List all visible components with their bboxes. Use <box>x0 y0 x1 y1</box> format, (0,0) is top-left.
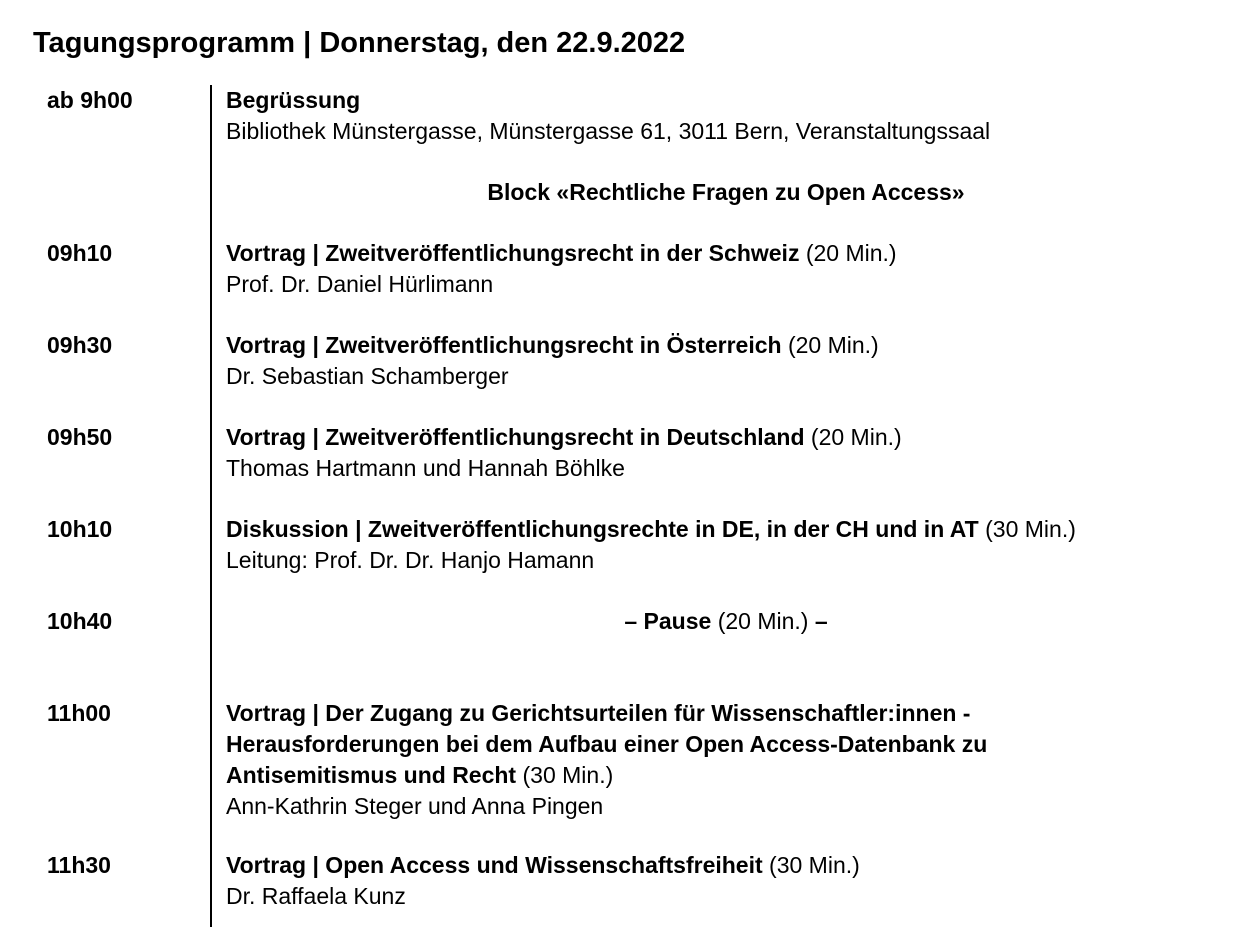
pause-entry <box>226 606 1226 637</box>
entry-title: Diskussion | Zweitveröffentlichungsrechte in DE, in der CH und in AT <box>226 516 979 542</box>
time-0930: 09h30 <box>47 332 113 358</box>
time-welcome: ab 9h00 <box>47 87 133 113</box>
entry-speaker: Dr. Sebastian Schamberger <box>226 363 509 389</box>
entry-1130 <box>226 850 1238 912</box>
entry-title: Vortrag | Zweitveröffentlichungsrecht in der Schweiz <box>226 240 800 266</box>
entry-speaker: Ann-Kathrin Steger und Anna Pingen <box>226 793 604 819</box>
time-1010: 10h10 <box>47 516 113 542</box>
entry-speaker: Dr. Raffaela Kunz <box>226 883 406 909</box>
time-1040: 10h40 <box>47 608 113 634</box>
entry-title: Vortrag | Zweitveröffentlichungsrecht in Deutschland <box>226 424 805 450</box>
entry-speaker: Thomas Hartmann und Hannah Böhlke <box>226 455 625 481</box>
entry-0950 <box>226 422 1238 484</box>
block-heading: Block «Rechtliche Fragen zu Open Access» <box>487 179 965 205</box>
entry-duration: (20 Min.) <box>804 424 902 450</box>
entry-duration: (30 Min.) <box>978 516 1076 542</box>
pause-label: – Pause <box>624 608 712 634</box>
time-0910: 09h10 <box>47 240 113 266</box>
entry-duration: (30 Min.) <box>762 852 860 878</box>
time-1100: 11h00 <box>47 700 111 726</box>
entry-title-line2: Herausforderungen bei dem Aufbau einer Open Access-Datenbank zu <box>226 731 988 757</box>
entry-1010 <box>226 514 1238 576</box>
entry-duration: (20 Min.) <box>799 240 897 266</box>
timeline-divider <box>210 85 212 927</box>
pause-duration: (20 Min.) <box>711 608 815 634</box>
pause-dash: – <box>814 608 828 634</box>
entry-1100 <box>226 698 1238 822</box>
entry-title: Begrüssung <box>226 87 361 113</box>
entry-speaker: Leitung: Prof. Dr. Dr. Hanjo Hamann <box>226 547 595 573</box>
entry-title: Vortrag | Zweitveröffentlichungsrecht in Österreich <box>226 332 782 358</box>
entry-welcome <box>226 85 1238 147</box>
page-title: Tagungsprogramm | Donnerstag, den 22.9.2022 <box>33 27 686 59</box>
entry-location: Bibliothek Münstergasse, Münstergasse 61, 3011 Bern, Veranstaltungssaal <box>226 118 991 144</box>
entry-duration: (30 Min.) <box>516 762 614 788</box>
entry-speaker: Prof. Dr. Daniel Hürlimann <box>226 271 494 297</box>
entry-0930 <box>226 330 1238 392</box>
entry-title: Vortrag | Open Access und Wissenschaftsfreiheit <box>226 852 763 878</box>
entry-title-line3: Antisemitismus und Recht <box>226 762 517 788</box>
time-1130: 11h30 <box>47 852 111 878</box>
entry-0910 <box>226 238 1238 300</box>
entry-duration: (20 Min.) <box>781 332 879 358</box>
entry-title-line1: Vortrag | Der Zugang zu Gerichtsurteilen für Wissenschaftler:innen - <box>226 700 971 726</box>
time-0950: 09h50 <box>47 424 113 450</box>
